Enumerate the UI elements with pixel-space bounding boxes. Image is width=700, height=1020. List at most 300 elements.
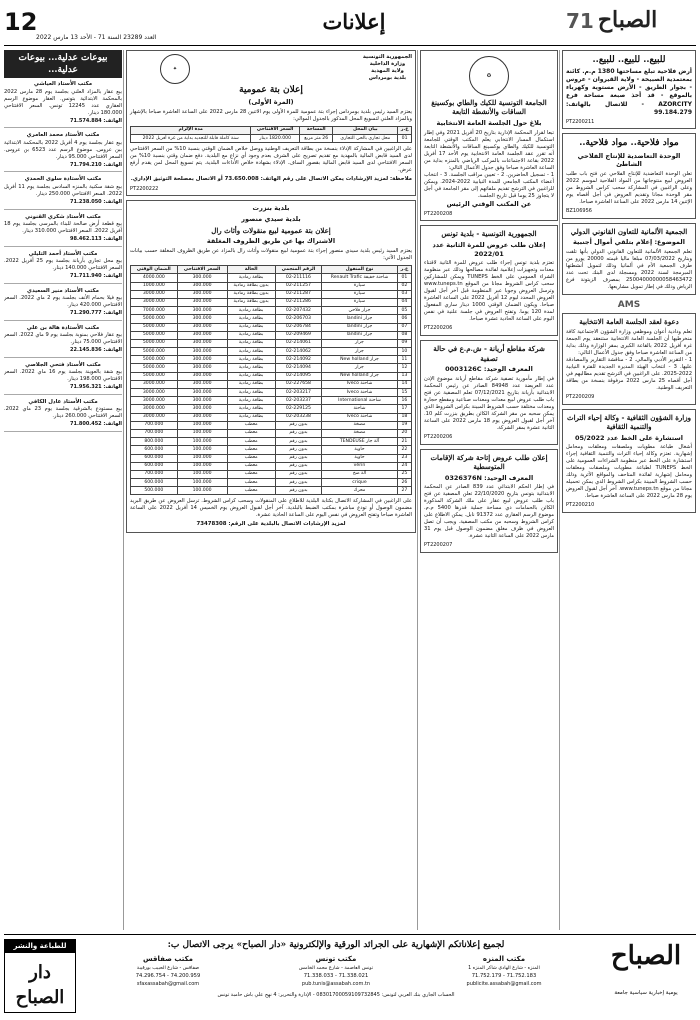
table-cell: بدون رقم [275,438,321,446]
ad-ref: PT2200206 [424,325,453,332]
ad-ref: PT2200209 [566,393,595,400]
ad-title: دعوة لعقد الجلسة العامة الانتخابية [579,317,679,327]
table-cell: crique [322,479,398,487]
table-row [131,372,412,380]
table-cell: 500.000 [131,487,178,495]
table-cell: 02-203238 [275,413,321,421]
issuer-line: بلدية بنزرت [252,204,290,213]
footer-bottom-line: الحساب الجاري بنك العربي لتونس: 08301700059109732845 - الإدارة والتحرير: 4 نهج علي باش حامبة تونس [217,991,455,998]
list-item-text: بيع شقة بالعوينة بجلسة يوم 16 ماي 2022. السعر الافتتاحي 198.000 دينار. [4,369,122,383]
table-cell: 13 [397,372,411,380]
issue-line: العدد 23289 السنة 71 - الأحد 13 مارس 2022 [36,34,157,41]
ad-sale [562,50,696,129]
ad-subtitle: المعرف الوحيد: 0326376N [444,473,534,482]
table-cell: شاحنة Iveco [322,389,398,397]
table-cell: 300.000 [177,315,227,323]
table-row [131,380,412,388]
table-header-cell: الحالة [227,266,275,274]
table-cell: 800.000 [131,438,178,446]
table-cell: 02-207432 [275,307,321,315]
table-cell: شاحنة [322,405,398,413]
table-cell: 300.000 [177,397,227,405]
ad-text: تعلم ودادية أعوان وموظفي وزارة الشؤون الاجتماعية كافة منخرطيها أن الجلسة العامة الانتخابية ستنعقد يوم الجمعة غرة أفريل 2022 بالقاعة الكبرى بمقر الوزارة وذلك بداية من الساعة العاشرة صباحا وفق جدول الأعمال التالي: [566,328,692,356]
office-email: pub.tunis@assabah.com.tn [301,981,371,988]
ad-conditions: على الراغبين في المشاركة الإدلاء بنسخة من بطاقة التعريف الوطنية ووصل خلاص الضمان الوقتي بنسبة 10% من السعر الافتتاحي لدى السيد قابض المالية بالمهدية مع تقديم تصريح على الشرف بعدم وجود أي نزاع مع البلدية. دفع ضمان وقتي بنسبة 10% من السعر الافتتاحي لدى السيد قابض المالية بقصور الساف. الإدلاء بشهادة خلاص الأداءات البلدية. يتم تسويغ المحل لمن يقدم أرفع عرض. [130,146,413,174]
masthead-logo [566,4,696,38]
table-cell: 02-206703 [275,315,321,323]
footer-logo-left-name: دار الصباح [15,962,65,1008]
table-cell: معطب [227,470,275,478]
table-cell: معطب [227,446,275,454]
ad-intro: يعتزم السيد رئيس بلدية سيدي منصور إجراء بتة عمومية لبيع منقولات وأثاث رال بالمزاد عن طريق الظروف المغلقة حسب بيانات الجدول الآتي: [130,248,412,262]
table-header-cell: ع.ر [397,266,411,274]
ad-company-liquidation [420,340,558,445]
table-header-cell: السعر الافتتاحي [177,266,227,274]
column-divider [417,50,418,930]
list-item-text: بيع قطعة أرض صالحة للبناء بالمرسى بجلسة يوم 18 أفريل 2022. السعر الافتتاحي 310.000 دينار. [4,220,122,234]
ad-text: تبعا لقرار المحكمة الإدارية بتاريخ 20 أفريل 2021 وفي إطار استكمال المسار الانتخابي يعلم المكتب الوقتي للجامعة التونسية للكيك والطاي بوكسينغ الساقات والأنشطة التابعة أنه تقرر عقد الجلسة العامة الانتخابية يوم الأحد 17 أفريل 2022 بقاعة الاجتماعات بالمركب الرياضي بالمنزه بداية من الساعة العاشرة صباحا وفق جدول الأعمال التالي: [424,129,554,171]
table-cell: 11 [397,356,411,364]
table-row [131,315,412,323]
ad-subtitle: إعلان طلب عروض للمرة الثانية عدد 2022/01 [432,240,546,258]
ad-ref: PT2200206 [424,433,453,440]
table-cell: 02-214062 [275,348,321,356]
list-item-phone: الهاتف: 71.238.050 [70,198,122,205]
table-row [131,487,412,495]
table-cell: 300.000 [177,356,227,364]
footer-logo-tag: يومية إخبارية سياسية جامعة [614,990,678,997]
table-cell: بدون بطاقة رمادية [227,282,275,290]
table-cell: 100.000 [177,470,227,478]
office-email: sfaxassabah@gmail.com [136,981,200,988]
issuer-line: بلدية بومرداس [368,75,407,82]
table-row [131,307,412,315]
table-cell: 300.000 [177,323,227,331]
table-cell: جرار landini [322,331,398,339]
table-cell: 22 [397,446,411,454]
table-cell: بدون رقم [275,479,321,487]
office-name: مكتب المنزه [482,955,526,964]
table-row [131,364,412,372]
table-row [131,339,412,347]
table-cell: 10 [397,348,411,356]
column-right [562,50,696,930]
table-cell: آلة ضخ [322,470,398,478]
table-cell: 02-229125 [275,405,321,413]
table-cell: 600.000 [131,446,178,454]
table-row [131,290,412,298]
table-cell: 16 [397,397,411,405]
table-cell: بطاقة رمادية [227,372,275,380]
table-row [131,397,412,405]
table-cell: بطاقة رمادية [227,356,275,364]
ad-signature: عن المكتب الوقتي الرئيس [446,199,532,208]
footer-offices [84,955,588,988]
ams-logo: AMS [617,300,641,311]
ad-text: في إطار مأمورية تصفية شركة مقاطع أريانة موضوع الإذن عدد العريضة عدد 84948 الصادر عن رئيس المحكمة الابتدائية بأريانة بتاريخ 07/12/2021 تعلم المصفية عن فتح باب طلب عروض لبيع معدات ومعدات صناعية ومقطع حجارة ومعدات مختلفة حسب الشروط المبينة بكراس الشروط الذي يمكن سحبه من مقر الشركة الكائن بطريق بنزرت كلم 10. آخر أجل لقبول العروض يوم 18 مارس 2022 على الساعة الثانية عشرة بمقر الشركة. [424,375,554,431]
table-cell: 05 [397,307,411,315]
table-cell: بدون رقم [275,429,321,437]
table-cell: 02-214095 [275,372,321,380]
ad-subtitle: الموضوع: إعلام بتلقي أموال أجنبية [573,238,685,247]
issuer-line: بلدية سيدي منصور [241,215,301,224]
list-item [4,214,122,247]
list-item-heading: مكتب الأستاذ العياشي [33,81,93,88]
list-item-heading: مكتب الأستاذ عادل الكافي [28,398,98,405]
footer-office [420,955,588,988]
list-item-heading: مكتب الأستاذ أحمد التليلي [28,250,98,257]
table-cell: 02-203217 [275,389,321,397]
column-divider [123,50,124,930]
footer-office [252,955,420,988]
list-item [4,325,122,358]
table-cell: 3000.000 [131,290,178,298]
table-cell: 02-206784 [275,323,321,331]
ad-ref: PT2200208 [424,210,453,217]
ad-ref: PT2200207 [424,542,453,549]
table-cell: 02-209469 [275,331,321,339]
ad-note: ملاحظة: لمزيد الإرشادات يمكن الاتصال على رقم الهاتف: 73.650.008 أو الاتصال بمصلحة التوثيق الإداري. [130,176,412,183]
issuer-line: وزارة الداخلية [369,61,406,68]
table-cell: سيارة [322,298,398,306]
table-cell: بدون رقم [275,462,321,470]
table-cell: شاحنة Iveco [322,413,398,421]
table-cell: بدون رقم [275,446,321,454]
table-row [131,323,412,331]
ad-tunis-municipality [420,225,558,336]
table-cell: بطاقة رمادية [227,397,275,405]
table-row [131,470,412,478]
table-row [131,282,412,290]
ad-title: إعلان بتة عمومية لبيع منقولات وأثاث رال [211,225,331,235]
column-left [4,50,122,930]
table-cell: بطاقة رمادية [227,380,275,388]
ad-ministry [562,409,696,514]
list-item-heading: مكتب الأستاذ فتحي الجلاصي [25,361,101,368]
office-address: تونس العاصمة - شارع محمد الخامس [298,965,374,971]
ad-subtitle: بلاغ حول الجلسة العامة الانتخابية [436,118,542,127]
list-item-text: بيع عقار بالمزاد العلني بجلسة يوم 28 مارس 2022 بالمحكمة الابتدائية بتونس. العقار موضوع الرسم العقاري عدد 12245 تونس. السعر الافتتاحي 180.000 دينار. [4,88,122,116]
table-cell: 3000.000 [131,389,178,397]
ad-text: تعتزم بلدية تونس إجراء طلب عروض للمرة الثانية لاقتناء معدات وتجهيزات إعلامية لفائدة مصالحها وذلك عبر منظومة الشراء العمومي على الخط TUNEPS ويمكن للمشاركين سحب كراس الشروط مجانا من الموقع www.tuneps.tn وترسل العروض وجوبا عبر المنظومة قبل آخر أجل لقبول العروض المحدد ليوم 12 أفريل 2022 على الساعة العاشرة صباحا. ويكون الضمان الوقتي 1000 دينار ساري المفعول لمدة 120 يوما. وتفتح العروض في جلسة علنية في نفس اليوم على الساعة الحادية عشرة صباحا. [424,260,554,323]
rent-table [130,126,412,143]
table-cell: 700.000 [131,429,178,437]
table-cell: مضخة [322,421,398,429]
list-item-text: بيع عقار بجلسة يوم 4 أفريل 2022 بالمحكمة الابتدائية ببن عروس. موضوع الرسم عدد 6523 بن عروس. السعر الافتتاحي 95.000 دينار. [4,139,122,160]
table-cell: جرار [322,339,398,347]
table-row [131,421,412,429]
table-row [131,405,412,413]
footer-office [84,955,252,988]
table-cell: 5000.000 [131,356,178,364]
table-row [131,429,412,437]
table-cell: معطب [227,479,275,487]
judicial-sales-title: بيوعات عدلية... بيوعات عدلية... [4,50,122,78]
table-cell: 300.000 [177,298,227,306]
table-cell: جرار New holland [322,356,398,364]
table-cell: جرار [322,348,398,356]
table-cell: 300.000 [177,348,227,356]
table-cell: بطاقة رمادية [227,364,275,372]
table-cell: 02-214092 [275,356,321,364]
table-cell: معطب [227,421,275,429]
table-row [131,462,412,470]
table-cell: محرك [322,487,398,495]
ad-title: الجمهورية التونسية - بلدية تونس [441,229,537,239]
ad-public-auction-rent [126,50,416,196]
ad-association [562,223,696,295]
list-item-text: بيع عقار فلاحي بمنوبة بجلسة يوم 9 ماي 2022. السعر الافتتاحي 75.000 دينار. [4,332,122,346]
ad-agenda: 1 - التقرير الأدبي والمالي. 2 - مناقشة التقارير والمصادقة عليها. 3 - انتخاب الهيئة المديرة الجديدة للفترة النيابية 2022-2025. على الراغبين في الترشح تقديم مطالبهم في أجل أقصاه 25 مارس 2022 مرفوقة بنسخة من بطاقة التعريف الوطنية. [566,356,692,391]
table-cell: محل تجاري بالحي التجاري [333,135,398,143]
table-cell: 3000.000 [131,298,178,306]
ad-title: الجمعية الألمانية للتعاون القانوني الدولي [570,226,688,236]
table-cell: جرار landini [322,315,398,323]
table-cell: بطاقة رمادية [227,274,275,282]
table-cell: 600.000 [131,454,178,462]
table-cell: 700.000 [131,421,178,429]
table-cell: شاحنة Iveco [322,380,398,388]
table-cell: سيارة [322,282,398,290]
table-cell: 03 [397,290,411,298]
table-cell: 02-227658 [275,380,321,388]
ad-text: أشغال طباعة مطويات وملصقات ومعلقات ومحامل إشهارية. تعتزم وكالة إحياء التراث والتنمية الثقافية إجراء استشارة على الخط عبر منظومة الشراءات العمومية على الخط TUNEPS لطباعة مطويات وملصقات ومعلقات ومحامل إشهارية لفائدة المتاحف والمواقع الأثرية وذلك حسب الشروط المبينة بكراس الشروط الذي يمكن تحميله مجانا من موقع www.tuneps.tn. آخر أجل لقبول العروض يوم 28 مارس 2022 على الساعة العاشرة صباحا. [566,444,692,500]
table-cell: 04 [397,298,411,306]
issuer-line: ولاية المهدية [371,68,404,75]
table-cell: بطاقة رمادية [227,413,275,421]
table-cell: 100.000 [177,429,227,437]
table-cell: 600.000 [131,462,178,470]
table-cell: 21 [397,438,411,446]
table-cell: 5000.000 [131,348,178,356]
table-cell: 100.000 [177,421,227,429]
list-item [4,176,122,209]
list-item-phone: الهاتف: 71.800.452 [70,421,122,428]
table-cell: 4000.000 [131,274,178,282]
list-item-heading: مكتب الأستاذة هالة بن علي [26,324,100,331]
ad-company-residences [420,449,558,554]
table-cell: معطب [227,429,275,437]
table-cell: بدون رقم [275,421,321,429]
table-cell: سنة كاملة قابلة للتجديد بداية من غرة أفريل 2022 [131,135,251,143]
table-header-cell: المساحة [299,126,333,134]
table-cell: 01 [398,135,412,143]
table-cell: معطب [227,438,275,446]
table-cell: 19 [397,421,411,429]
table-cell: بدون رقم [275,470,321,478]
ad-intro: يعتزم السيد رئيس بلدية بومرداس إجراء بتة عمومية للمرة الأولى يوم الاثنين 28 مارس 2022 على الساعة العاشرة صباحا بالإشهار وبالمزاد العلني لتسويغ المحل المذكور بالجدول الموالي: [130,108,413,122]
table-cell: معطب [227,487,275,495]
table-cell: 3000.000 [131,380,178,388]
ad-ref: PT2200222 [130,185,159,192]
table-cell: 01 [397,274,411,282]
table-header-cell: ع.ر [398,126,412,134]
table-cell: بدون رقم [275,454,321,462]
list-item-text: بيع مستودع بالشرقية بجلسة يوم 23 ماي 2022. السعر الافتتاحي 260.000 دينار. [4,406,122,420]
table-cell: 700.000 [131,470,178,478]
table-cell: 02-211286 [275,298,321,306]
list-item-phone: الهاتف: 71.711.940 [70,272,122,279]
list-item [4,362,122,395]
table-row [131,348,412,356]
table-cell: 300.000 [177,307,227,315]
ad-text: تعلن الوحدة التعاضدية للإنتاج الفلاحي عن فتح باب طلب العروض لبيع منتوجاتها من المواد الفلاحية لموسم 2022 وعلى الراغبين في المشاركة سحب كراس الشروط من مقر الوحدة مجانا وتقديم العروض في أجل أقصاه يوم الإثنين 14 مارس 2022 على الساعة العاشرة صباحا. [566,171,692,206]
table-cell: 300.000 [177,339,227,347]
table-header-cell: نوع المنقول [322,266,398,274]
table-row [131,446,412,454]
table-cell: بطاقة رمادية [227,307,275,315]
ad-meeting [562,313,696,404]
page-footer [4,934,696,1016]
list-item-phone: الهاتف: 71.290.777 [70,310,122,317]
table-cell: بطاقة رمادية [227,405,275,413]
ad-title: إعلان طلب عروض إتاحة شركة الإقامات المتوسطية [430,452,548,472]
list-item-text: بيع محل تجاري بأريانة بجلسة يوم 25 أفريل 2022. السعر الافتتاحي 140.000 دينار. [4,257,122,271]
list-item-phone: الهاتف: 22.145.836 [70,347,122,354]
ad-contact: لمزيد الإرشادات الاتصال بالبلدية على الرقم: 73478308 [196,521,346,528]
table-cell: 100.000 [177,487,227,495]
table-cell: بطاقة رمادية [227,389,275,397]
table-cell: مضخة [322,429,398,437]
table-cell: بدون رقم [275,487,321,495]
table-cell: 600.000 [131,479,178,487]
table-row [131,389,412,397]
list-item-phone: الهاتف: 71.794.210 [70,161,122,168]
table-cell: معطب [227,454,275,462]
municipality-emblem-icon: ✦ [160,54,190,84]
table-row [131,331,412,339]
table-cell: 07 [397,323,411,331]
table-cell: بطاقة رمادية [227,339,275,347]
table-cell: 300.000 [177,372,227,380]
table-cell: 26 [397,479,411,487]
table-cell: حاوية [322,446,398,454]
list-item-phone: الهاتف: 98.462.113 [70,235,122,242]
ad-subtitle: الوحدة التعاضدية للإنتاج الفلاحي الشاطئ [577,151,681,169]
table-row [131,479,412,487]
footer-logo-right [596,939,696,998]
table-cell: بطاقة رمادية [227,315,275,323]
table-cell: بدون بطاقة رمادية [227,290,275,298]
list-item [4,81,122,128]
list-item [4,399,122,432]
ad-text: في إطار الحكم الابتدائي عدد 839 الصادر عن المحكمة الابتدائية بتونس بتاريخ 22/10/2020 تعلن المصفية عن فتح باب طلب عروض لبيع عقار على ملك الشركة المذكورة الكائن بالحمامات ذي مساحة جملية قدرها 5400 م.م. موضوع الرسم العقاري عدد 91372 نابل. يمكن الاطلاع على كراس الشروط وسحبه من مكتب المصفية. ويجب أن تصل العروض في ظرف مغلق مضمون الوصول قبل يوم 31 مارس 2022 على الساعة الثانية عشرة. [424,484,555,540]
table-cell: 300.000 [177,405,227,413]
table-cell: 02-211257 [275,282,321,290]
table-cell: 26 متر مربع [299,135,333,143]
list-item-phone: الهاتف: 71.956.321 [70,384,122,391]
table-cell: 100.000 [177,446,227,454]
ad-footer-text: على الراغبين في المشاركة الاتصال بكتابة البلدية للاطلاع على المنقولات وسحب كراس الشروط. ترسل العروض عن طريق البريد مضمون الوصول أو تودع مباشرة بمكتب الضبط بالبلدية. آخر أجل لقبول العروض يوم الخميس 14 أفريل 2022 على الساعة العاشرة صباحا وتفتح العروض في نفس اليوم على الساعة الحادية عشرة. [130,498,412,519]
ad-vehicle-auction [126,200,416,532]
table-cell: 02-203237 [275,397,321,405]
table-cell: 08 [397,331,411,339]
footer-logo-left-tag: للطباعة والنشر [5,940,75,953]
office-name: مكتب صفاقس [142,955,194,964]
list-item [4,251,122,284]
office-address: المنزه - شارع الهادي شاكر المنزه 1 [468,965,540,971]
table-cell: 100.000 [177,462,227,470]
table-cell: 300.000 [177,380,227,388]
ad-federation [420,50,558,221]
table-cell: 300.000 [177,274,227,282]
office-name: مكتب تونس [315,955,357,964]
list-item-text: بيع شقة سكنية بالمنزه السادس بجلسة يوم 11 أفريل 2022. السعر الافتتاحي 250.000 دينار. [4,183,122,197]
table-cell: 100.000 [177,438,227,446]
table-cell: 02-211116 [275,274,321,282]
table-cell: حاوية [322,454,398,462]
federation-seal-icon: ✪ [469,56,509,96]
section-title: إعلانات [322,9,386,34]
vehicle-table [130,265,412,495]
ad-subtitle: المعرف الوحيد: 0003126C [445,365,533,374]
list-item-heading: مكتب الأستاذ منير السعيدي [27,287,99,294]
table-cell: 3000.000 [131,397,178,405]
ad-title: وزارة الشؤون الثقافية - وكالة إحياء التراث والتنمية الثقافية [567,412,691,432]
list-item [4,132,122,172]
table-row [131,274,412,282]
ad-text: تعلم الجمعية الألمانية للتعاون القانوني الدولي بأنها تلقت وبتاريخ 07/03/2022 مبلغا ماليا قيمته 20000 يورو من طرف الجمعية الأم في ألمانيا وذلك لتمويل أنشطتها المبرمجة لسنة 2022 ومسجلة لدى البنك تحت عدد 25004000000058463472 بمصرف الزيتونة فرع الرياض وذلك في إطار تمويل مشاريعها. [566,249,693,291]
ad-ref: PT2200211 [566,118,595,125]
column-wide [126,50,416,930]
ad-text: أرض فلاحية تبلغ مساحتها 1380 م.م. كائنة بمعتمدية الصبيخة - ولاية القيروان - عروس - بجوار الطريق - الأرض مستوية وكهرباء بالموقع - قد أخذ صبغة مساحة فرع AZORCITY - للاتصال بالهاتف: 99.184.279 [566,68,692,116]
table-cell: 02-214094 [275,364,321,372]
table-row [131,454,412,462]
table-cell: 18 [397,413,411,421]
table-row [131,298,412,306]
office-phone: 71.338.033 - 71.338.021 [303,973,369,980]
table-cell: 09 [397,339,411,347]
table-cell: 300.000 [177,282,227,290]
table-cell: 1820.000 دينار [251,135,300,143]
table-cell: 5000.000 [131,315,178,323]
list-item-heading: مكتب الأستاذة سلوى الحمدي [24,176,102,183]
table-cell: 100.000 [177,479,227,487]
table-cell: 5000.000 [131,331,178,339]
table-cell: جرار landini [322,323,398,331]
ad-subtitle: (المرة الأولى) [248,98,294,107]
table-cell: بطاقة رمادية [227,323,275,331]
footer-heading: لجميع إعلاناتكم الإشهارية على الجرائد الورقية والإلكترونية «دار الصباح» يرجى الاتصال ب: [167,940,505,950]
issuer-line: الجمهورية التونسية [362,54,412,60]
footer-logo-name: الصباح [610,941,682,971]
ad-title: إعلان بتة عمومية [239,85,303,95]
table-cell: 5000.000 [131,339,178,347]
ad-title: الجامعة التونسية للكيك والطاي بوكسينغ الساقات والأنشطة التابعة [431,98,547,117]
table-cell: vérin [322,462,398,470]
ad-subtitle: الاشتراك بها عن طريق الظروف المغلقة [206,237,336,246]
table-cell: 02-214061 [275,339,321,347]
table-cell: شاحنة International [322,397,398,405]
ad-ref: BZ106956 [566,208,592,215]
table-cell: 7000.000 [131,307,178,315]
table-cell: 20 [397,429,411,437]
table-cell: شاحنة خفيفة Renault Trafic [322,274,398,282]
ad-agenda: 1 - تسجيل الحاضرين. 2 - تعيين مراقب الجلسة. 3 - انتخاب أعضاء المكتب الجامعي للمدة النيابية 2022-2024. ويمكن للراغبين في الترشح تقديم ملفاتهم إلى مقر الجامعة في أجل لا يتجاوز 25 يوما قبل تاريخ الجلسة. [424,171,554,199]
table-row [131,135,412,143]
judicial-sales-list [4,81,122,432]
footer-contacts [84,939,588,999]
table-row [131,356,412,364]
logo-number: 71 [566,8,594,33]
ad-ref: PT2200210 [566,502,595,509]
table-cell: 02 [397,282,411,290]
office-phone: 71.752.179 - 71.752.183 [471,973,537,980]
ad-title: للبيع.. للبيع.. للبيع.. [592,55,666,65]
page-header [4,4,696,46]
table-cell: معطب [227,462,275,470]
table-cell: 1000.000 [131,282,178,290]
